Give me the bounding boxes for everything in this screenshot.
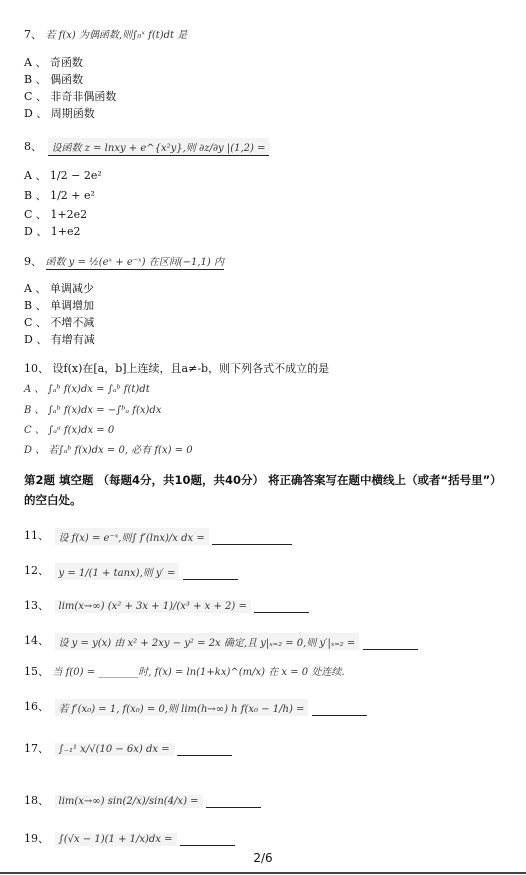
question-16 [24, 698, 367, 716]
option-b: B 、 单调增加 [24, 299, 95, 312]
formula: ∫(√x − 1)(1 + 1/x)dx = [55, 833, 177, 846]
option-b: B 、 1/2 + e² [24, 189, 95, 202]
question-number: 8、 [24, 140, 42, 153]
option-c: C 、 非奇非偶函数 [24, 90, 117, 103]
question-9-stem [24, 253, 224, 269]
question-8-stem [24, 138, 269, 156]
formula: 函数 y = ½(eˣ + e⁻ˣ) 在区间(−1,1) 内 [45, 257, 224, 268]
question-7-stem [24, 26, 187, 42]
option-b: B 、 偶函数 [24, 73, 84, 86]
formula: A 、 ∫ₐᵇ f(x)dx = ∫ₐᵇ f(t)dt [24, 384, 150, 395]
option-c: C 、 不增不减 [24, 316, 95, 329]
formula: C 、 ∫ₐᵃ f(x)dx = 0 [24, 425, 115, 436]
answer-blank[interactable] [183, 569, 238, 580]
formula: B 、 ∫ₐᵇ f(x)dx = −∫ᵇₐ f(x)dx [24, 405, 162, 416]
formula: 若 f′(x₀) = 1, f(x₀) = 0,则 lim(h→∞) h f(x₀ − 1/h) = [55, 699, 309, 716]
question-number: 13、 [24, 599, 49, 612]
question-11 [24, 527, 292, 545]
question-14 [24, 632, 418, 650]
formula: lim(x→∞) (x² + 3x + 1)/(x³ + x + 2) = [55, 600, 251, 613]
question-10-stem [24, 360, 329, 376]
option-d [24, 441, 193, 456]
question-12 [24, 562, 238, 580]
option-c [24, 421, 114, 436]
formula: lim(x→∞) sin(2/x)/sin(4/x) = [55, 795, 203, 808]
answer-blank[interactable] [312, 705, 367, 716]
option-d: D 、 有增有减 [24, 333, 95, 346]
question-15 [24, 663, 345, 679]
formula: 设 y = y(x) 由 x² + 2xy − y² = 2x 确定,且 y|ₓ₌₂ = 0,则 y′|ₓ₌₂ = [55, 633, 360, 650]
question-number: 15、 [24, 665, 49, 678]
answer-blank[interactable] [177, 745, 232, 756]
page-divider [0, 872, 526, 874]
question-number: 14、 [24, 634, 49, 647]
question-number: 12、 [24, 564, 49, 577]
answer-blank[interactable] [206, 797, 261, 808]
question-number: 10、 [24, 362, 49, 375]
question-18 [24, 792, 261, 808]
option-d: D 、 1+e2 [24, 225, 81, 238]
answer-blank[interactable] [254, 602, 309, 613]
section-heading: 第2题 填空题 （每题4分，共10题，共40分） 将正确答案写在题中横线上（或者“括号里”）的空白处。 [24, 473, 502, 507]
formula: ∫₋₁¹ x/√(10 − 6x) dx = [55, 743, 174, 756]
question-19 [24, 830, 235, 846]
question-number: 9、 [24, 255, 42, 268]
formula: D 、 若∫ₐᵇ f(x)dx = 0, 必有 f(x) = 0 [24, 445, 193, 456]
option-b [24, 401, 161, 416]
question-number: 18、 [24, 794, 49, 807]
question-number: 17、 [24, 742, 49, 755]
question-17 [24, 740, 232, 756]
page-number: 2/6 [253, 851, 273, 865]
answer-blank[interactable] [180, 835, 235, 846]
question-number: 11、 [24, 529, 49, 542]
option-c: C 、 1+2e2 [24, 208, 88, 221]
question-number: 7、 [24, 28, 42, 41]
formula: 当 f(0) = ________时, f(x) = ln(1+kx)^(m/x) 在 x = 0 处连续. [52, 667, 345, 678]
formula: 设 f(x) = e⁻ˣ,则∫ f′(lnx)/x dx = [55, 528, 209, 545]
option-a [24, 380, 150, 395]
formula: 若 f(x) 为偶函数,则∫₀ˣ f(t)dt 是 [45, 30, 188, 41]
option-a: A 、 奇函数 [24, 56, 83, 69]
answer-blank[interactable] [363, 639, 418, 650]
formula: 设函数 z = lnxy + e^{x²y},则 ∂z/∂y |(1,2) = [48, 138, 270, 156]
answer-blank[interactable] [212, 534, 292, 545]
option-d: D 、 周期函数 [24, 107, 95, 120]
question-number: 16、 [24, 700, 49, 713]
question-text: 设f(x)在[a，b]上连续，且a≠-b，则下列各式不成立的是 [52, 362, 330, 375]
question-number: 19、 [24, 832, 49, 845]
formula: y = 1/(1 + tanx),则 y′ = [55, 563, 180, 580]
question-13 [24, 597, 309, 613]
option-a: A 、 单调减少 [24, 282, 94, 295]
option-a: A 、 1/2 − 2e² [24, 169, 102, 182]
